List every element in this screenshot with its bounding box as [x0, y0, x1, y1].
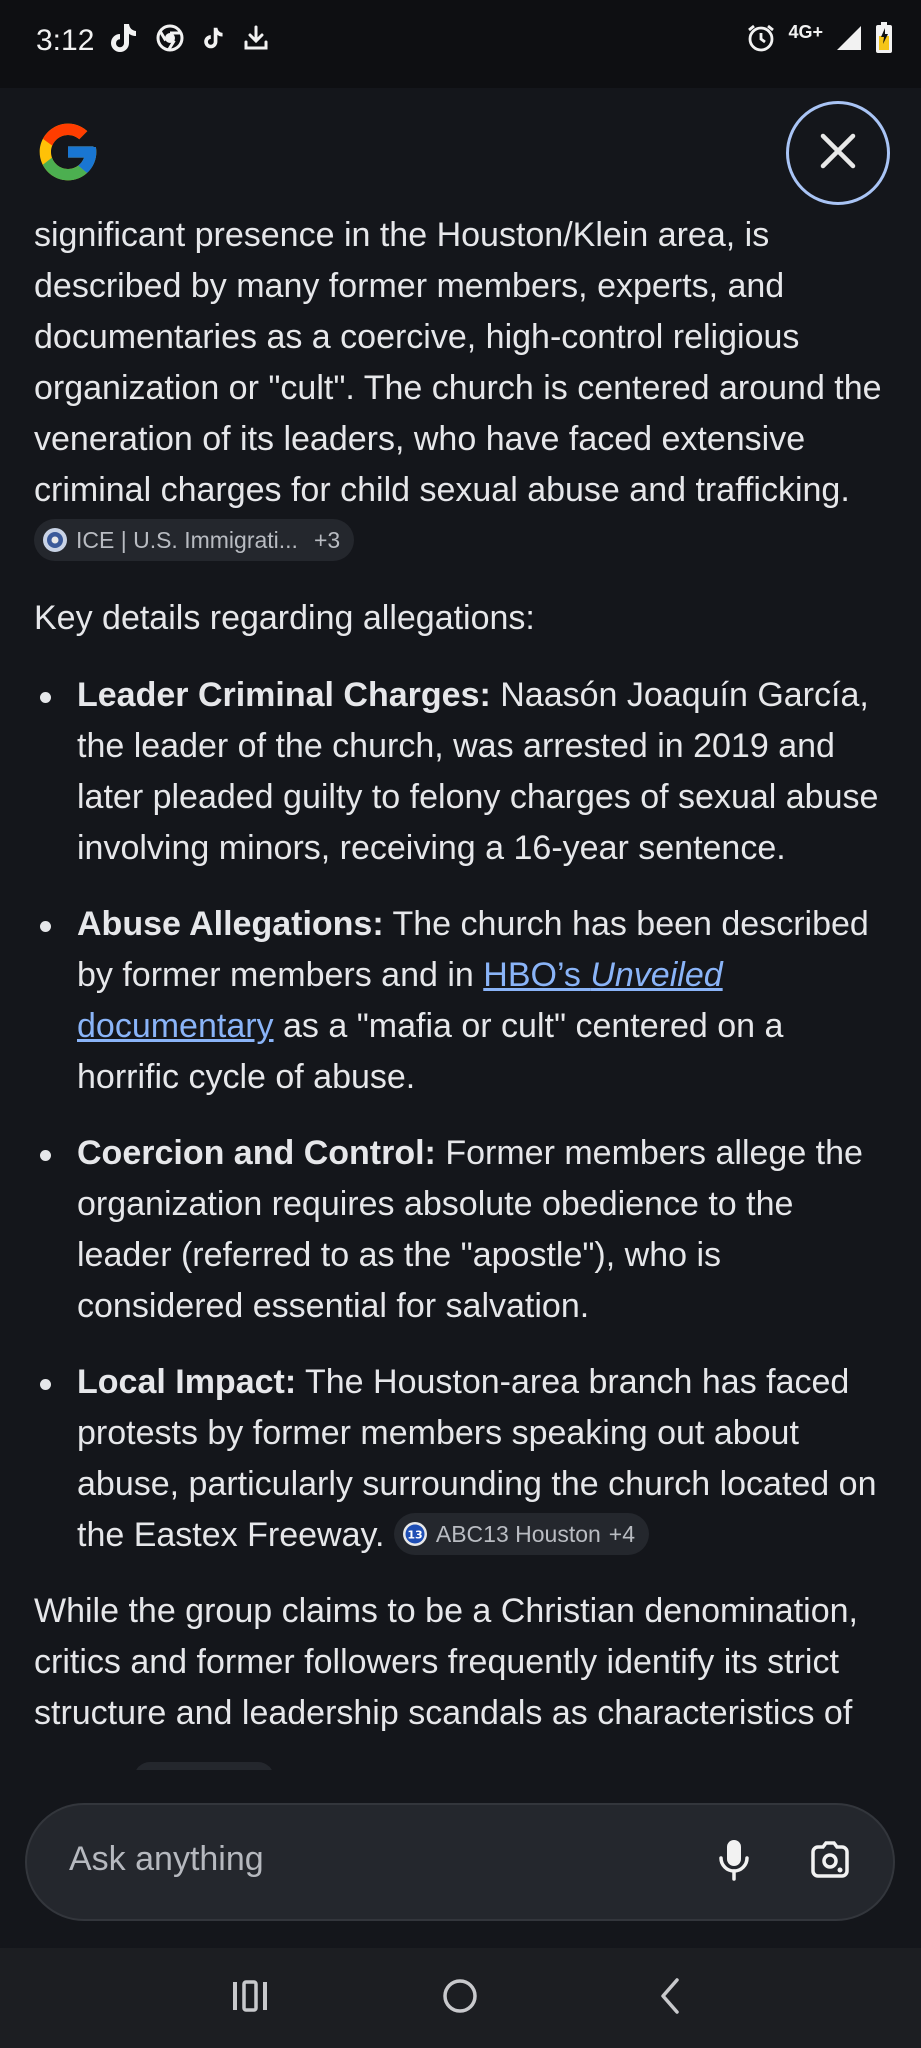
ask-input[interactable]: Ask anything: [69, 1840, 264, 1878]
dhs-seal-icon: [42, 527, 68, 553]
close-button[interactable]: [786, 101, 890, 205]
source-chip-count: +3: [313, 527, 341, 554]
abc13-icon: [402, 1521, 428, 1547]
bullet-text: as a "mafia or cult" centered on a horrific cycle of abuse.: [77, 1007, 784, 1096]
google-lens-button[interactable]: [803, 1835, 857, 1889]
source-chip-abc13[interactable]: [394, 1513, 649, 1555]
tiktok-icon: [108, 22, 138, 59]
source-chip-label: ABC13 Houston: [435, 1521, 601, 1548]
battery-icon: [875, 22, 893, 59]
status-system-icons: [746, 22, 893, 59]
ask-input-bar[interactable]: [25, 1803, 895, 1921]
list-item: [34, 899, 894, 1103]
recents-icon: [230, 1978, 270, 2019]
download-icon: [242, 24, 270, 57]
mic-icon: [717, 1838, 751, 1887]
partial-source-chip[interactable]: [134, 1762, 274, 1770]
bullet-text: The church has been described by former members and in: [77, 905, 869, 994]
bullet-text: Naasón Joaquín García, the leader of the church, was arrested in 2019 and later pleaded guilty to felony charges of sexual abuse involving minors, receiving a 16-year sentence.: [77, 676, 879, 867]
back-icon: [655, 1976, 685, 2021]
bullet-label: Local Impact:: [77, 1363, 297, 1401]
google-lens-icon: [809, 1840, 851, 1885]
intro-paragraph: significant presence in the Houston/Klein area, is described by many former members, experts, and documentaries as a coercive, high-control religious organization or "cult". The church is centered around the veneration of its leaders, who have faced extensive criminal charges for child sexual abuse and trafficking. ICE | U.S. Immigrati... +3: [34, 210, 894, 567]
bullet-label: Abuse Allegations:: [77, 905, 384, 943]
list-item: [34, 1357, 894, 1561]
system-nav-bar: [0, 1948, 921, 2048]
status-time: 3:12: [36, 24, 95, 57]
bullet-text: The Houston-area branch has faced protests by former members speaking out about abuse, particularly surrounding the church located on the Eastex Freeway.: [77, 1363, 877, 1554]
allegations-list: [34, 670, 894, 1561]
bullet-text: Former members allege the organization requires absolute obedience to the leader (referred to as the "apostle"), who is considered essential for salvation.: [77, 1134, 863, 1325]
key-details-heading: Key details regarding allegations:: [34, 599, 535, 637]
network-type: 4G+: [788, 22, 823, 42]
google-logo: [34, 118, 102, 186]
closing-paragraph: While the group claims to be a Christian denomination, critics and former followers frequently identify its strict structure and leadership scandals as characteristics of: [34, 1592, 858, 1732]
status-notification-icons: [108, 22, 270, 59]
close-icon: [818, 131, 858, 176]
hbo-unveiled-link[interactable]: HBO’s Unveiled documentary: [77, 956, 723, 1045]
source-chip-ice[interactable]: [34, 519, 354, 561]
back-button[interactable]: [640, 1972, 700, 2024]
list-item: [34, 1128, 894, 1332]
home-button[interactable]: [430, 1972, 490, 2024]
ai-response-content: [34, 210, 894, 1770]
source-chip-count: +4: [608, 1521, 636, 1548]
header: [0, 88, 921, 218]
chrome-icon: [156, 24, 184, 57]
bullet-label: Coercion and Control:: [77, 1134, 436, 1172]
status-bar: [0, 0, 921, 88]
recents-button[interactable]: [220, 1972, 280, 2024]
alarm-icon: [746, 23, 776, 58]
bullet-label: Leader Criminal Charges:: [77, 676, 491, 714]
voice-search-button[interactable]: [707, 1835, 761, 1889]
source-chip-label: ICE | U.S. Immigrati...: [76, 527, 298, 554]
signal-icon: [835, 24, 863, 57]
list-item: [34, 670, 894, 874]
svg-text:13: 13: [407, 1528, 423, 1542]
tiktok-small-icon: [202, 26, 224, 55]
home-icon: [440, 1976, 480, 2021]
